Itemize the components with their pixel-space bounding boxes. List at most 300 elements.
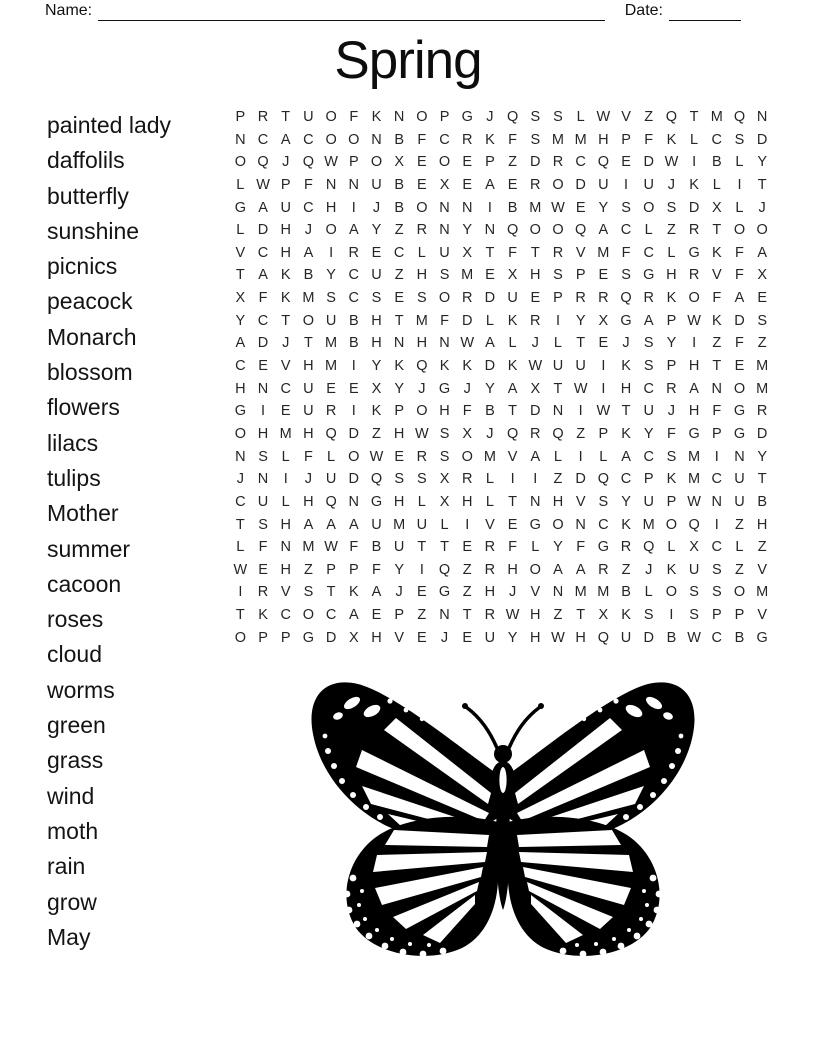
- grid-letter: T: [235, 607, 245, 624]
- grid-letter: K: [666, 131, 677, 148]
- grid-letter: G: [756, 629, 768, 646]
- grid-letter: F: [349, 539, 359, 556]
- grid-letter: C: [235, 358, 246, 375]
- grid-letter: U: [325, 312, 337, 329]
- word-list-item: picnics: [47, 253, 118, 280]
- grid-letter: T: [485, 244, 495, 261]
- grid-letter: H: [303, 358, 314, 375]
- grid-letter: X: [235, 290, 246, 307]
- grid-letter: C: [598, 516, 609, 533]
- grid-letter: F: [372, 561, 381, 578]
- grid-letter: D: [257, 222, 269, 239]
- grid-letter: U: [507, 290, 518, 307]
- grid-letter: B: [348, 335, 359, 352]
- grid-letter: R: [461, 471, 473, 488]
- grid-letter: F: [349, 109, 359, 125]
- grid-letter: U: [484, 629, 496, 646]
- grid-letter: U: [371, 516, 382, 533]
- grid-letter: V: [575, 244, 586, 261]
- grid-letter: K: [621, 516, 631, 533]
- grid-letter: N: [439, 222, 450, 239]
- grid-letter: K: [621, 358, 631, 375]
- grid-letter: H: [552, 493, 564, 510]
- grid-letter: U: [371, 267, 382, 284]
- grid-letter: K: [280, 290, 291, 307]
- grid-letter: E: [394, 448, 404, 465]
- grid-letter: T: [689, 109, 699, 125]
- grid-letter: Z: [394, 222, 404, 239]
- grid-letter: X: [530, 380, 541, 397]
- grid-letter: Q: [733, 109, 746, 125]
- grid-letter: K: [689, 176, 699, 193]
- grid-letter: S: [394, 471, 404, 488]
- grid-letter: N: [734, 448, 745, 465]
- grid-row: [229, 151, 774, 174]
- grid-letter: L: [440, 516, 449, 533]
- grid-row: [229, 197, 774, 220]
- grid-letter: O: [529, 222, 541, 239]
- grid-letter: Y: [485, 380, 495, 397]
- grid-letter: F: [462, 403, 472, 420]
- grid-letter: D: [530, 154, 541, 171]
- grid-letter: O: [416, 199, 428, 216]
- grid-letter: E: [417, 176, 427, 193]
- grid-letter: O: [665, 516, 678, 533]
- grid-letter: I: [669, 607, 674, 624]
- grid-letter: J: [418, 380, 426, 397]
- grid-letter: H: [257, 425, 269, 442]
- grid-letter: H: [325, 199, 337, 216]
- grid-letter: S: [757, 312, 767, 329]
- grid-letter: L: [667, 539, 676, 556]
- grid-letter: F: [644, 131, 654, 148]
- grid-letter: W: [415, 425, 429, 442]
- grid-letter: X: [507, 267, 518, 284]
- grid-letter: O: [416, 403, 428, 420]
- grid-letter: N: [393, 109, 405, 125]
- grid-letter: H: [620, 380, 632, 397]
- grid-letter: B: [348, 312, 359, 329]
- grid-letter: I: [601, 358, 606, 375]
- grid-letter: O: [733, 380, 746, 397]
- grid-letter: P: [394, 607, 404, 624]
- grid-letter: J: [236, 471, 244, 488]
- grid-letter: D: [484, 290, 496, 307]
- grid-letter: S: [643, 358, 654, 375]
- grid-letter: M: [483, 448, 496, 465]
- grid-letter: I: [465, 516, 470, 533]
- grid-letter: J: [440, 629, 449, 646]
- grid-letter: I: [692, 154, 697, 171]
- grid-letter: N: [711, 380, 723, 397]
- grid-letter: N: [371, 131, 382, 148]
- word-list-item: daffolils: [47, 147, 125, 174]
- grid-letter: N: [280, 539, 291, 556]
- grid-letter: X: [689, 539, 699, 556]
- grid-letter: W: [505, 607, 520, 624]
- grid-letter: V: [235, 244, 246, 261]
- grid-letter: M: [688, 471, 701, 488]
- grid-letter: G: [529, 516, 541, 533]
- grid-row: [229, 468, 774, 491]
- grid-letter: C: [303, 131, 314, 148]
- grid-letter: E: [348, 380, 359, 397]
- grid-letter: C: [711, 131, 723, 148]
- grid-letter: S: [439, 448, 450, 465]
- grid-letter: P: [258, 629, 268, 646]
- grid-letter: X: [439, 176, 450, 193]
- grid-letter: D: [575, 176, 586, 193]
- grid-letter: D: [643, 154, 654, 171]
- grid-letter: E: [417, 154, 427, 171]
- grid-letter: Q: [438, 561, 451, 578]
- grid-letter: R: [552, 244, 564, 261]
- grid-letter: R: [530, 425, 541, 442]
- grid-letter: L: [735, 539, 744, 556]
- grid-letter: L: [690, 131, 699, 148]
- worksheet-header: [45, 2, 741, 21]
- grid-letter: I: [351, 199, 356, 216]
- grid-letter: K: [371, 403, 382, 420]
- grid-letter: K: [507, 358, 518, 375]
- grid-letter: P: [711, 607, 722, 624]
- grid-letter: M: [574, 584, 587, 601]
- grid-letter: Y: [235, 312, 246, 329]
- grid-letter: P: [280, 629, 291, 646]
- grid-letter: Q: [552, 425, 564, 442]
- grid-letter: P: [666, 493, 677, 510]
- grid-letter: N: [439, 199, 450, 216]
- grid-letter: O: [643, 199, 655, 216]
- grid-letter: X: [439, 493, 450, 510]
- grid-letter: A: [348, 222, 359, 239]
- grid-letter: J: [486, 109, 494, 125]
- grid-letter: F: [735, 244, 744, 261]
- grid-letter: F: [621, 244, 631, 261]
- grid-row: [229, 378, 774, 401]
- grid-letter: J: [508, 584, 517, 601]
- grid-letter: I: [714, 516, 719, 533]
- grid-letter: A: [280, 131, 291, 148]
- word-list-item: worms: [47, 676, 115, 703]
- grid-letter: U: [552, 358, 564, 375]
- grid-letter: T: [553, 380, 563, 397]
- grid-letter: A: [757, 244, 767, 261]
- grid-letter: P: [643, 471, 654, 488]
- grid-letter: Z: [372, 425, 381, 442]
- grid-letter: I: [555, 312, 560, 329]
- grid-letter: H: [416, 335, 428, 352]
- word-list-item: May: [47, 923, 91, 950]
- grid-letter: M: [710, 109, 723, 125]
- grid-letter: C: [643, 244, 654, 261]
- grid-letter: S: [643, 335, 654, 352]
- grid-letter: L: [599, 448, 608, 465]
- grid-letter: A: [485, 335, 495, 352]
- grid-row: [229, 536, 774, 559]
- grid-letter: M: [302, 539, 315, 556]
- grid-letter: U: [643, 176, 654, 193]
- grid-letter: E: [757, 290, 767, 307]
- grid-letter: Q: [665, 109, 678, 125]
- grid-letter: M: [302, 290, 315, 307]
- grid-letter: N: [348, 176, 360, 193]
- grid-letter: U: [643, 403, 654, 420]
- grid-letter: M: [756, 380, 769, 397]
- grid-letter: L: [735, 199, 744, 216]
- grid-letter: C: [620, 471, 632, 488]
- grid-letter: O: [733, 584, 746, 601]
- grid-letter: A: [348, 607, 359, 624]
- grid-letter: Y: [326, 267, 336, 284]
- grid-letter: D: [325, 629, 337, 646]
- grid-letter: B: [394, 199, 404, 216]
- grid-letter: E: [734, 358, 745, 375]
- grid-letter: O: [733, 222, 746, 239]
- word-list-item: wind: [47, 782, 95, 809]
- grid-letter: I: [624, 176, 629, 193]
- grid-letter: M: [325, 335, 338, 352]
- grid-letter: X: [394, 154, 404, 171]
- grid-letter: G: [643, 267, 655, 284]
- grid-letter: G: [733, 403, 746, 420]
- grid-row: [229, 491, 774, 514]
- grid-letter: M: [551, 131, 565, 148]
- grid-letter: H: [530, 629, 541, 646]
- grid-letter: D: [530, 403, 541, 420]
- grid-row: [229, 106, 774, 129]
- grid-letter: S: [371, 290, 382, 307]
- grid-letter: A: [326, 516, 336, 533]
- grid-letter: J: [304, 471, 313, 488]
- grid-row: [229, 559, 774, 582]
- grid-letter: Q: [597, 471, 609, 488]
- grid-letter: P: [348, 561, 359, 578]
- grid-letter: N: [439, 335, 450, 352]
- grid-letter: Q: [688, 516, 700, 533]
- grid-letter: N: [257, 471, 269, 488]
- grid-letter: H: [280, 244, 291, 261]
- grid-row: [229, 604, 774, 627]
- grid-letter: Z: [417, 607, 427, 624]
- word-search-grid: [229, 106, 774, 649]
- grid-letter: J: [667, 176, 676, 193]
- grid-letter: L: [485, 493, 494, 510]
- grid-letter: Q: [370, 471, 383, 488]
- grid-letter: L: [417, 493, 426, 510]
- grid-letter: B: [507, 199, 518, 216]
- grid-letter: C: [257, 244, 269, 261]
- grid-letter: C: [348, 290, 360, 307]
- grid-letter: W: [460, 335, 475, 352]
- grid-letter: P: [734, 607, 745, 624]
- grid-letter: K: [621, 607, 631, 624]
- grid-letter: C: [643, 448, 654, 465]
- grid-letter: P: [280, 176, 291, 193]
- grid-letter: K: [371, 109, 382, 125]
- grid-letter: T: [281, 109, 291, 125]
- grid-letter: Q: [597, 629, 609, 646]
- grid-letter: S: [439, 267, 450, 284]
- grid-letter: D: [348, 425, 360, 442]
- grid-letter: G: [620, 312, 632, 329]
- grid-letter: F: [440, 312, 449, 329]
- grid-letter: I: [737, 176, 742, 193]
- grid-letter: T: [712, 358, 722, 375]
- grid-letter: E: [258, 561, 268, 578]
- grid-letter: H: [393, 493, 405, 510]
- grid-row: [229, 332, 774, 355]
- grid-letter: K: [507, 312, 518, 329]
- grid-letter: W: [256, 176, 270, 193]
- word-list-item: roses: [47, 606, 104, 633]
- grid-letter: K: [666, 561, 677, 578]
- grid-letter: G: [438, 380, 451, 397]
- grid-letter: P: [711, 425, 722, 442]
- grid-letter: T: [576, 335, 586, 352]
- grid-letter: H: [393, 425, 405, 442]
- grid-letter: G: [688, 244, 700, 261]
- grid-letter: R: [598, 561, 609, 578]
- grid-letter: F: [712, 290, 722, 307]
- grid-letter: N: [552, 584, 564, 601]
- grid-letter: F: [712, 403, 722, 420]
- grid-letter: O: [552, 222, 564, 239]
- grid-letter: F: [417, 131, 427, 148]
- grid-letter: L: [485, 471, 494, 488]
- grid-letter: Y: [462, 222, 473, 239]
- grid-letter: H: [575, 629, 586, 646]
- grid-letter: X: [462, 244, 473, 261]
- grid-letter: K: [280, 267, 291, 284]
- grid-letter: R: [688, 222, 700, 239]
- grid-letter: Y: [394, 561, 404, 578]
- grid-letter: A: [348, 516, 359, 533]
- grid-letter: S: [621, 267, 631, 284]
- grid-letter: H: [688, 358, 700, 375]
- grid-row: [229, 219, 774, 242]
- grid-letter: T: [508, 403, 518, 420]
- grid-letter: P: [348, 154, 359, 171]
- grid-row: [229, 129, 774, 152]
- grid-letter: U: [598, 176, 609, 193]
- grid-letter: Q: [302, 154, 315, 171]
- grid-letter: Y: [394, 380, 404, 397]
- grid-letter: I: [533, 471, 538, 488]
- grid-letter: L: [417, 244, 426, 261]
- grid-letter: E: [530, 290, 541, 307]
- grid-letter: Q: [620, 290, 632, 307]
- grid-letter: U: [575, 358, 586, 375]
- grid-row: [229, 355, 774, 378]
- grid-letter: S: [621, 199, 631, 216]
- grid-row: [229, 400, 774, 423]
- grid-letter: I: [601, 380, 606, 397]
- grid-letter: H: [371, 335, 382, 352]
- grid-letter: I: [692, 335, 697, 352]
- grid-letter: E: [507, 516, 518, 533]
- grid-letter: J: [372, 199, 381, 216]
- grid-letter: J: [758, 199, 766, 216]
- grid-letter: B: [621, 584, 631, 601]
- grid-letter: S: [303, 584, 314, 601]
- grid-letter: E: [371, 607, 382, 624]
- grid-letter: D: [688, 199, 700, 216]
- grid-letter: S: [711, 584, 722, 601]
- grid-letter: G: [234, 403, 246, 420]
- grid-letter: V: [575, 493, 586, 510]
- grid-letter: A: [643, 312, 654, 329]
- grid-letter: L: [236, 539, 245, 556]
- grid-letter: F: [508, 131, 518, 148]
- grid-letter: Y: [371, 222, 382, 239]
- grid-letter: V: [757, 561, 767, 578]
- grid-letter: H: [598, 131, 609, 148]
- grid-letter: O: [529, 561, 541, 578]
- grid-letter: H: [756, 516, 768, 533]
- grid-letter: E: [280, 403, 291, 420]
- grid-letter: H: [371, 629, 382, 646]
- grid-letter: L: [553, 335, 562, 352]
- grid-letter: E: [462, 154, 473, 171]
- grid-letter: O: [302, 607, 315, 624]
- grid-letter: H: [484, 584, 496, 601]
- grid-letter: G: [461, 109, 473, 125]
- grid-row: [229, 581, 774, 604]
- grid-letter: I: [329, 244, 334, 261]
- grid-letter: U: [303, 403, 314, 420]
- grid-letter: T: [281, 312, 291, 329]
- grid-letter: A: [621, 448, 631, 465]
- grid-letter: Q: [257, 154, 269, 171]
- grid-letter: I: [351, 403, 356, 420]
- grid-letter: C: [439, 131, 450, 148]
- grid-letter: M: [597, 584, 610, 601]
- grid-letter: P: [553, 290, 563, 307]
- grid-letter: W: [528, 358, 543, 375]
- word-list-item: blossom: [47, 359, 133, 386]
- grid-letter: H: [280, 561, 291, 578]
- grid-letter: U: [643, 493, 654, 510]
- grid-letter: T: [757, 471, 767, 488]
- grid-letter: F: [666, 425, 676, 442]
- grid-letter: B: [757, 493, 767, 510]
- grid-letter: R: [461, 290, 473, 307]
- grid-letter: H: [303, 425, 314, 442]
- grid-row: [229, 287, 774, 310]
- grid-letter: O: [416, 109, 428, 125]
- grid-letter: M: [415, 312, 428, 329]
- grid-letter: S: [666, 199, 677, 216]
- grid-letter: O: [756, 222, 768, 239]
- grid-letter: N: [393, 335, 405, 352]
- grid-letter: C: [620, 222, 632, 239]
- grid-letter: F: [258, 290, 268, 307]
- grid-letter: W: [369, 448, 384, 465]
- grid-letter: E: [598, 335, 609, 352]
- grid-letter: W: [687, 493, 701, 510]
- grid-letter: M: [574, 131, 587, 148]
- grid-letter: D: [756, 131, 768, 148]
- grid-letter: A: [485, 176, 495, 193]
- grid-letter: U: [280, 199, 291, 216]
- grid-row: [229, 627, 774, 650]
- grid-letter: Q: [597, 154, 609, 171]
- grid-letter: Y: [643, 425, 654, 442]
- grid-letter: A: [530, 448, 541, 465]
- grid-letter: R: [416, 448, 428, 465]
- grid-letter: N: [575, 516, 586, 533]
